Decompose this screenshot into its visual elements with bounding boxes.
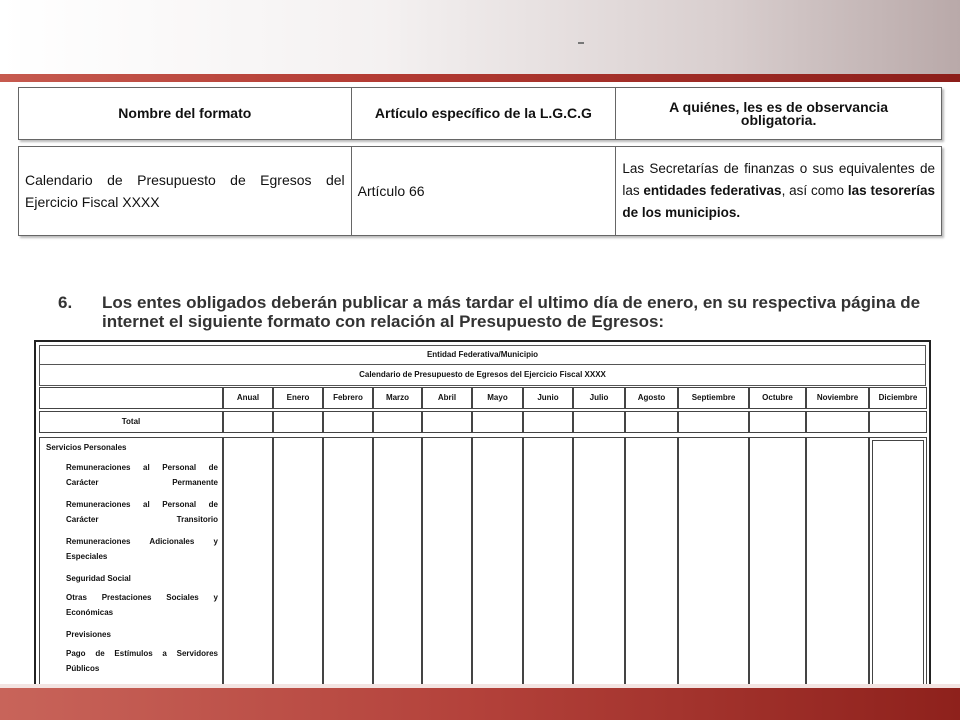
total-cell-febrero — [323, 411, 373, 433]
total-cell-septiembre — [678, 411, 749, 433]
total-cell-agosto — [625, 411, 678, 433]
form-caption-title: Calendario de Presupuesto de Egresos del Ejercicio Fiscal XXXX — [39, 364, 926, 386]
total-cell-marzo — [373, 411, 422, 433]
body-column-agosto — [625, 437, 678, 690]
info-table-body — [18, 146, 942, 236]
row-label: Pago de Estímulos a Servidores Públicos — [66, 649, 218, 673]
section-number: 6. — [58, 293, 73, 312]
column-header-marzo: Marzo — [373, 387, 422, 409]
body-column-septiembre — [678, 437, 749, 690]
header-stripe — [0, 74, 960, 82]
column-header-abril: Abril — [422, 387, 472, 409]
section-text: Los entes obligados deberán publicar a más tardar el ultimo día de enero, en su respectiva página de internet el siguiente formato con relación al Presupuesto de Egresos: — [102, 293, 921, 331]
body-column-octubre — [749, 437, 806, 690]
header-articulo: Artículo específico de la L.G.C.G — [351, 88, 616, 140]
column-header-octubre: Octubre — [749, 387, 806, 409]
total-cell-mayo — [472, 411, 523, 433]
body-column-noviembre — [806, 437, 869, 690]
body-column-febrero — [323, 437, 373, 690]
row-label: Seguridad Social — [66, 574, 131, 583]
body-column-anual — [223, 437, 273, 690]
total-cell-noviembre — [806, 411, 869, 433]
body-column-mayo — [472, 437, 523, 690]
column-header-febrero: Febrero — [323, 387, 373, 409]
row-label: Previsiones — [66, 630, 111, 639]
header-nombre: Nombre del formato — [19, 88, 352, 140]
form-caption-entity: Entidad Federativa/Municipio — [39, 345, 926, 365]
column-header-anual: Anual — [223, 387, 273, 409]
column-header-julio: Julio — [573, 387, 625, 409]
total-cell-junio — [523, 411, 573, 433]
total-cell-octubre — [749, 411, 806, 433]
body-column-enero — [273, 437, 323, 690]
total-cell-diciembre — [869, 411, 927, 433]
total-cell-enero — [273, 411, 323, 433]
column-header-agosto: Agosto — [625, 387, 678, 409]
cell-nombre-formato: Calendario de Presupuesto de Egresos del Ejercicio Fiscal XXXX — [19, 147, 352, 236]
body-column-abril — [422, 437, 472, 690]
column-header-junio: Junio — [523, 387, 573, 409]
cell-articulo: Artículo 66 — [351, 147, 616, 236]
cell-obligados: Las Secretarías de finanzas o sus equivalentes de las entidades federativas, así como las tesorerías de los municipios. — [616, 147, 942, 236]
info-table-header — [18, 87, 942, 140]
row-label: Remuneraciones Adicionales y Especiales — [66, 537, 218, 561]
column-header-mayo: Mayo — [472, 387, 523, 409]
header-blank-cell — [39, 387, 223, 409]
total-cell-anual — [223, 411, 273, 433]
column-header-diciembre: Diciembre — [869, 387, 927, 409]
body-column-julio — [573, 437, 625, 690]
total-cell-abril — [422, 411, 472, 433]
total-label-cell: Total — [39, 411, 223, 433]
header-mark — [578, 42, 584, 44]
group-label: Servicios Personales — [46, 443, 127, 452]
body-column-junio — [523, 437, 573, 690]
total-cell-julio — [573, 411, 625, 433]
row-label: Remuneraciones al Personal de Carácter Permanente — [66, 463, 218, 487]
body-column-marzo — [373, 437, 422, 690]
row-label: Remuneraciones al Personal de Carácter Transitorio — [66, 500, 218, 524]
column-header-noviembre: Noviembre — [806, 387, 869, 409]
footer-stripe — [0, 688, 960, 720]
body-column-diciembre — [869, 437, 927, 690]
header-band — [0, 0, 960, 74]
column-header-septiembre: Septiembre — [678, 387, 749, 409]
header-obligados: A quiénes, les es de observancia obligatoria. — [616, 88, 942, 140]
budget-form — [34, 340, 931, 688]
column-header-enero: Enero — [273, 387, 323, 409]
row-label: Otras Prestaciones Sociales y Económicas — [66, 593, 218, 617]
